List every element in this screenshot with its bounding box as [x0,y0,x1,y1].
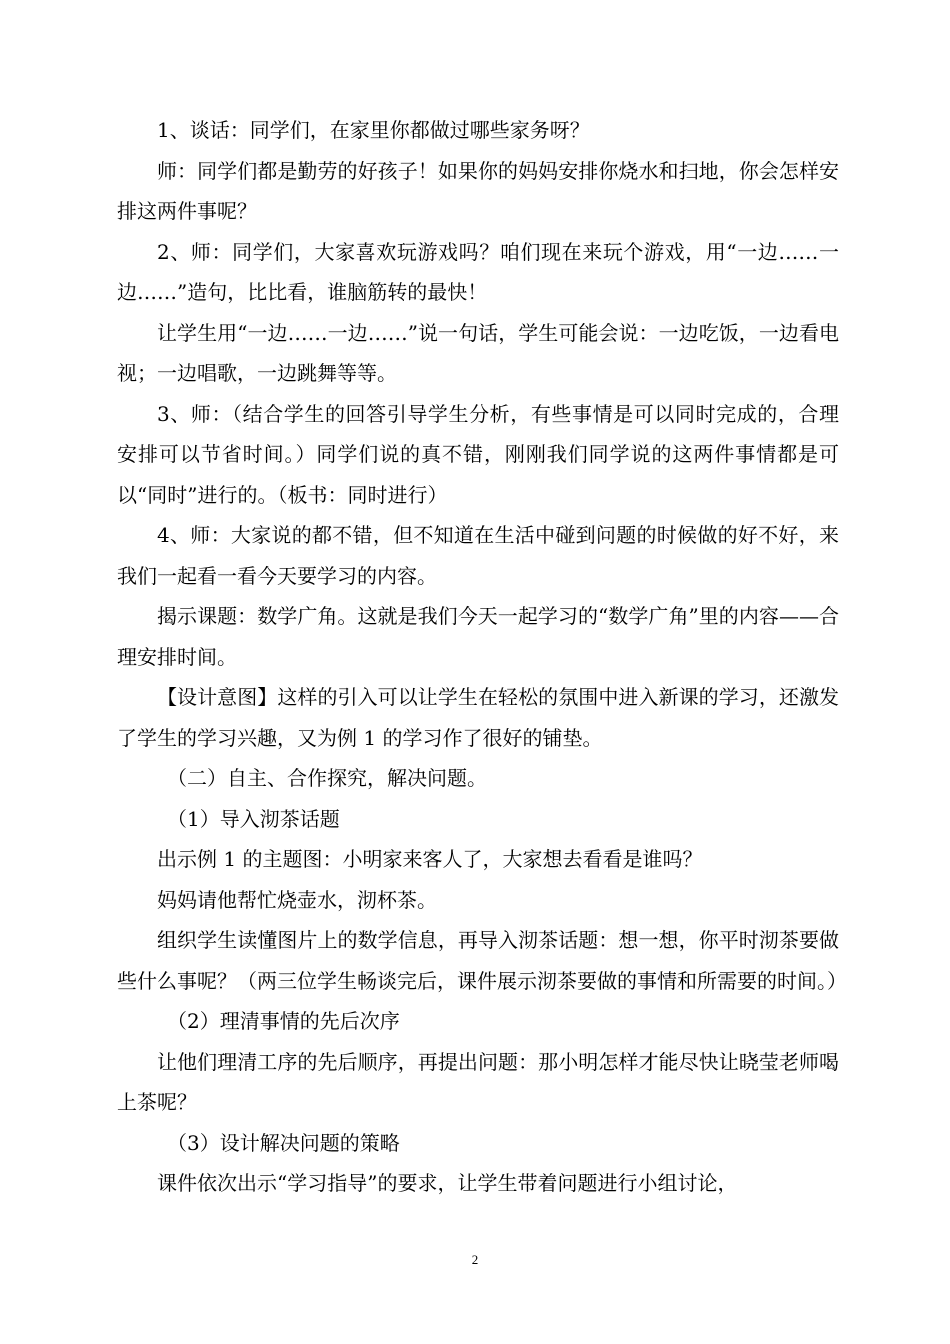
paragraph-read-info: 组织学生读懂图片上的数学信息，再导入沏茶话题：想一想，你平时沏茶要做些什么事呢？（两三位学生畅谈完后，课件展示沏茶要做的事情和所需要的时间。） [117,928,847,993]
paragraph-analysis: 3、师：（结合学生的回答引导学生分析，有些事情是可以同时完成的，合理安排可以节省时间。）同学们说的真不错，刚刚我们同学说的这两件事情都是可以“同时”进行的。（板书：同时进行） [117,401,839,507]
page-number: 2 [471,1252,479,1267]
subheading-order: （2）理清事情的先后次序 [167,1009,400,1033]
section-heading-explore: （二）自主、合作探究，解决问题。 [167,766,487,790]
paragraph-intro-talk: 1、谈话：同学们，在家里你都做过哪些家务呀？ [157,118,590,142]
paragraph-topic-reveal: 揭示课题：数学广角。这就是我们今天一起学习的“数学广角”里的内容——合理安排时间。 [117,604,839,669]
paragraph-teacher-chores: 师：同学们都是勤劳的好孩子！如果你的妈妈安排你烧水和扫地，你会怎样安排这两件事呢？ [117,158,839,223]
paragraph-mom-request: 妈妈请他帮忙烧壶水，沏杯茶。 [157,887,437,912]
paragraph-transition: 4、师：大家说的都不错，但不知道在生活中碰到问题的时候做的好不好，来我们一起看一看今天要学习的内容。 [117,523,839,588]
paragraph-design-intent: 【设计意图】这样的引入可以让学生在轻松的氛围中进入新课的学习，还激发了学生的学习兴趣，又为例 1 的学习作了很好的铺垫。 [117,685,839,750]
document-body [117,110,847,1204]
subheading-strategy: （3）设计解决问题的策略 [167,1130,400,1155]
paragraph-sentence-practice: 让学生用“一边……一边……”说一句话，学生可能会说：一边吃饭，一边看电视；一边唱歌，一边跳舞等等。 [117,320,839,385]
paragraph-order-question: 让他们理清工序的先后顺序，再提出问题：那小明怎样才能尽快让晓莹老师喝上茶呢？ [117,1049,839,1114]
paragraph-group-discussion: 课件依次出示“学习指导”的要求，让学生带着问题进行小组讨论， [157,1171,738,1195]
subheading-tea-topic: （1）导入沏茶话题 [167,806,340,831]
paragraph-game: 2、师：同学们，大家喜欢玩游戏吗？咱们现在来玩个游戏，用“一边……一边……”造句，比比看，谁脑筋转的最快！ [117,239,839,304]
paragraph-example-image: 出示例 1 的主题图：小明家来客人了，大家想去看看是谁吗？ [157,847,703,871]
